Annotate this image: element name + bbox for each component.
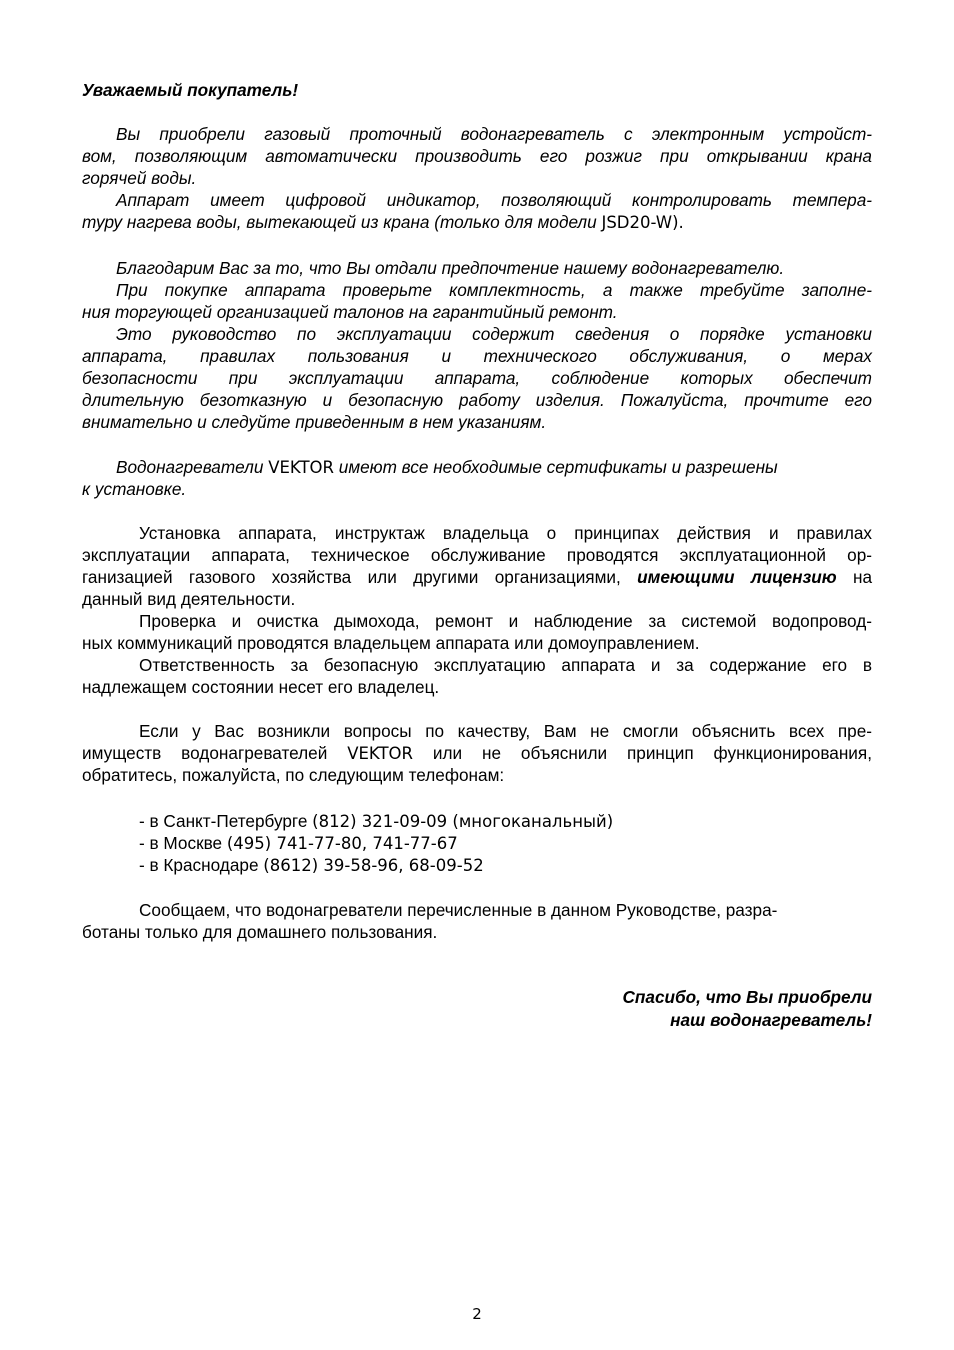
list-item: - в Краснодаре (8612) 39-58-96, 68-09-52 (139, 855, 484, 875)
brand-name: VEKTOR (347, 744, 413, 763)
greeting-heading: Уважаемый покупатель! (82, 80, 299, 100)
page-number: 2 (472, 1305, 482, 1323)
model-name: JSD20-W). (601, 213, 684, 232)
brand-name: VEKTOR (268, 458, 334, 477)
list-item: - в Санкт-Петербурге (812) 321-09-09 (многоканальный) (139, 811, 614, 831)
list-item: - в Москве (495) 741-77-80, 741-77-67 (139, 833, 458, 853)
license-emphasis: имеющими лицензию (637, 567, 837, 587)
